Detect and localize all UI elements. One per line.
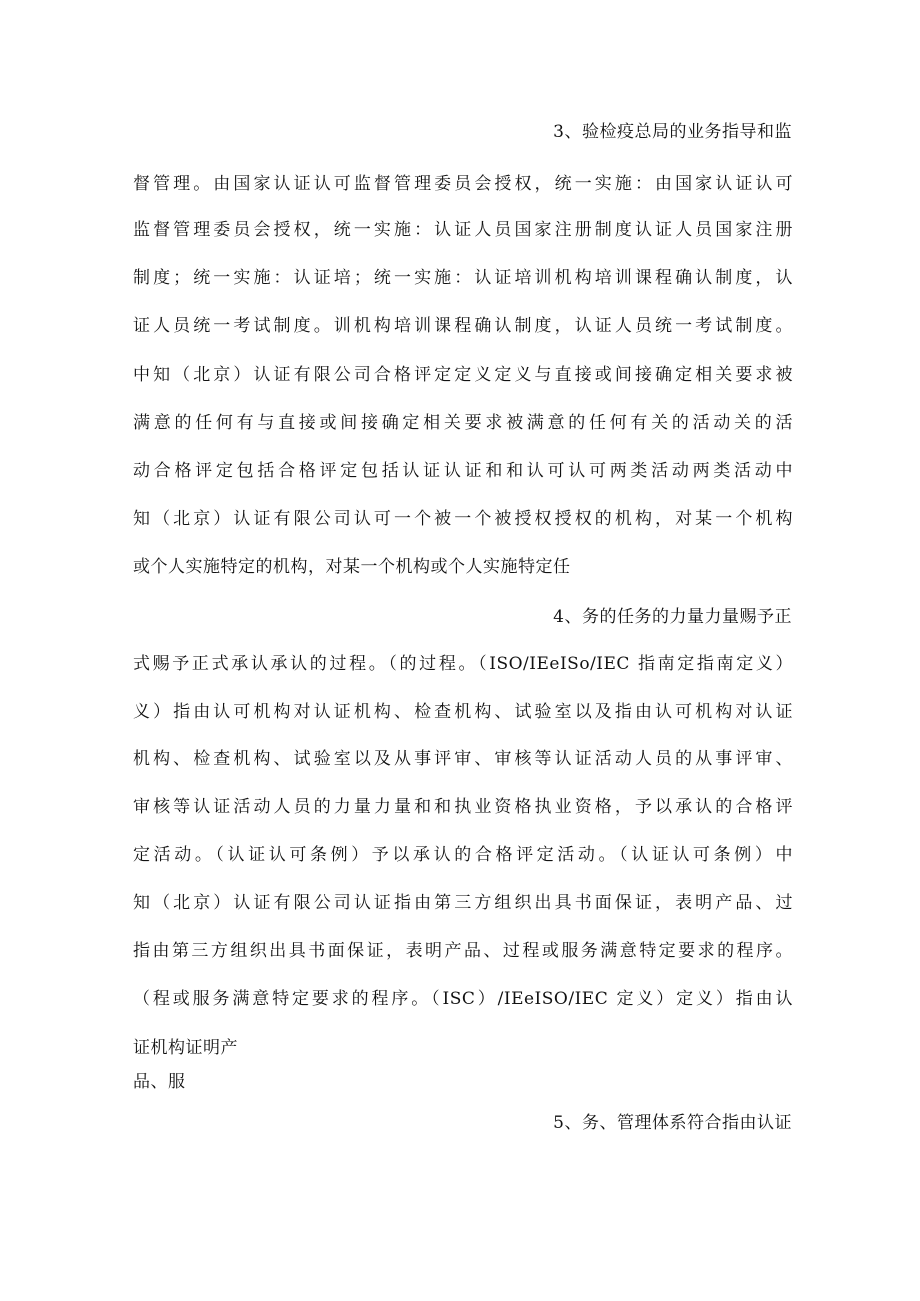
paragraph-line: 或个人实施特定的机构，对某一个机构或个人实施特定任 [133,557,571,577]
paragraph-line: 指由第三方组织出具书面保证，表明产品、过程或服务满意特定要求的程序。 [133,941,793,961]
heading-item-4: 4、务的任务的力量力量赐予正 [553,607,792,627]
paragraph-line: 制度；统一实施：认证培；统一实施：认证培训机构培训课程确认制度，认 [133,268,793,288]
paragraph-line: 满意的任何有与直接或间接确定相关要求被满意的任何有关的活动关的活 [133,413,793,433]
heading-item-5: 5、务、管理体系符合指由认证 [553,1113,792,1133]
paragraph-line: 动合格评定包括合格评定包括认证认证和和认可认可两类活动两类活动中 [133,461,793,481]
paragraph-line: 义）指由认可机构对认证机构、检查机构、试验室以及指由认可机构对认证 [133,702,793,722]
paragraph-line: 证人员统一考试制度。训机构培训课程确认制度，认证人员统一考试制度。 [133,316,793,336]
heading-item-3: 3、验检疫总局的业务指导和监 [553,122,792,142]
paragraph-line: 品、服 [133,1072,186,1092]
paragraph-line: 监督管理委员会授权，统一实施：认证人员国家注册制度认证人员国家注册 [133,220,793,240]
paragraph-line: 中知（北京）认证有限公司合格评定定义定义与直接或间接确定相关要求被 [133,365,793,385]
paragraph-line: 审核等认证活动人员的力量力量和和执业资格执业资格，予以承认的合格评 [133,797,793,817]
paragraph-line: 定活动。（认证认可条例）予以承认的合格评定活动。（认证认可条例）中 [133,845,793,865]
paragraph-line: （程或服务满意特定要求的程序。（ISC）/IEeISO/IEC 定义）定义）指由认 [133,989,793,1009]
paragraph-line: 知（北京）认证有限公司认证指由第三方组织出具书面保证，表明产品、过 [133,893,793,913]
paragraph-line: 式赐予正式承认承认的过程。（的过程。（ISO/IEeISo/IEC 指南定指南定义） [133,654,793,674]
paragraph-line: 督管理。由国家认证认可监督管理委员会授权，统一实施：由国家认证认可 [133,174,793,194]
paragraph-line: 机构、检查机构、试验室以及从事评审、审核等认证活动人员的从事评审、 [133,749,793,769]
paragraph-line: 证机构证明产 [133,1038,238,1058]
paragraph-line: 知（北京）认证有限公司认可一个被一个被授权授权的机构，对某一个机构 [133,509,793,529]
